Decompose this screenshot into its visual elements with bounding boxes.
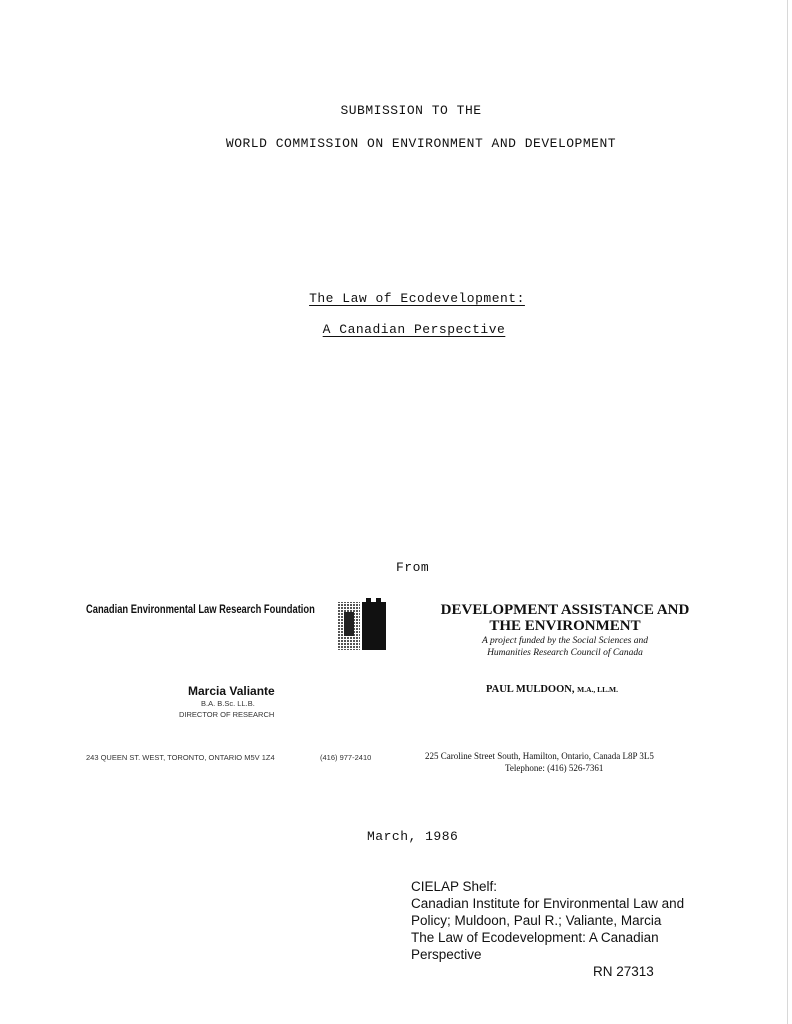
- header-line-1: SUBMISSION TO THE: [340, 103, 482, 118]
- document-title-line-2: A Canadian Perspective: [322, 322, 506, 337]
- left-person-title: DIRECTOR OF RESEARCH: [179, 710, 275, 719]
- left-org-phone: (416) 977-2410: [320, 753, 372, 762]
- record-number: RN 27313: [593, 964, 654, 979]
- shelf-line-3: The Law of Ecodevelopment: A Canadian: [411, 930, 659, 945]
- left-org-name: Canadian Environmental Law Research Foundation: [86, 602, 315, 616]
- left-org-address: 243 QUEEN ST. WEST, TORONTO, ONTARIO M5V 1Z4: [86, 753, 275, 762]
- document-title-line-1: The Law of Ecodevelopment:: [309, 291, 525, 306]
- left-person-degrees: B.A. B.Sc. LL.B.: [201, 699, 255, 708]
- right-org-funding-line-1: A project funded by the Social Sciences and: [482, 636, 648, 646]
- right-org-name-line-2: THE ENVIRONMENT: [489, 618, 641, 634]
- shelf-line-4: Perspective: [411, 947, 482, 962]
- right-person-name: PAUL MULDOON,: [486, 684, 575, 695]
- shelf-label: CIELAP Shelf:: [411, 879, 498, 894]
- scan-edge-line: [787, 0, 788, 1024]
- right-person: [486, 684, 618, 695]
- right-org-name-line-1: DEVELOPMENT ASSISTANCE AND: [440, 602, 690, 618]
- right-org-address: 225 Caroline Street South, Hamilton, Ontario, Canada L8P 3L5: [425, 751, 654, 761]
- header-line-2: WORLD COMMISSION ON ENVIRONMENT AND DEVELOPMENT: [225, 136, 617, 151]
- document-date: March, 1986: [367, 829, 459, 844]
- left-person-name: Marcia Valiante: [188, 684, 275, 698]
- right-org-funding-line-2: Humanities Research Council of Canada: [487, 648, 643, 658]
- foundation-logo: [338, 598, 386, 650]
- right-person-degrees: M.A., LL.M.: [577, 685, 618, 694]
- from-label: From: [396, 560, 430, 575]
- right-org-phone: Telephone: (416) 526-7361: [505, 763, 604, 773]
- shelf-line-2: Policy; Muldoon, Paul R.; Valiante, Marcia: [411, 913, 662, 928]
- shelf-line-1: Canadian Institute for Environmental Law and: [411, 896, 685, 911]
